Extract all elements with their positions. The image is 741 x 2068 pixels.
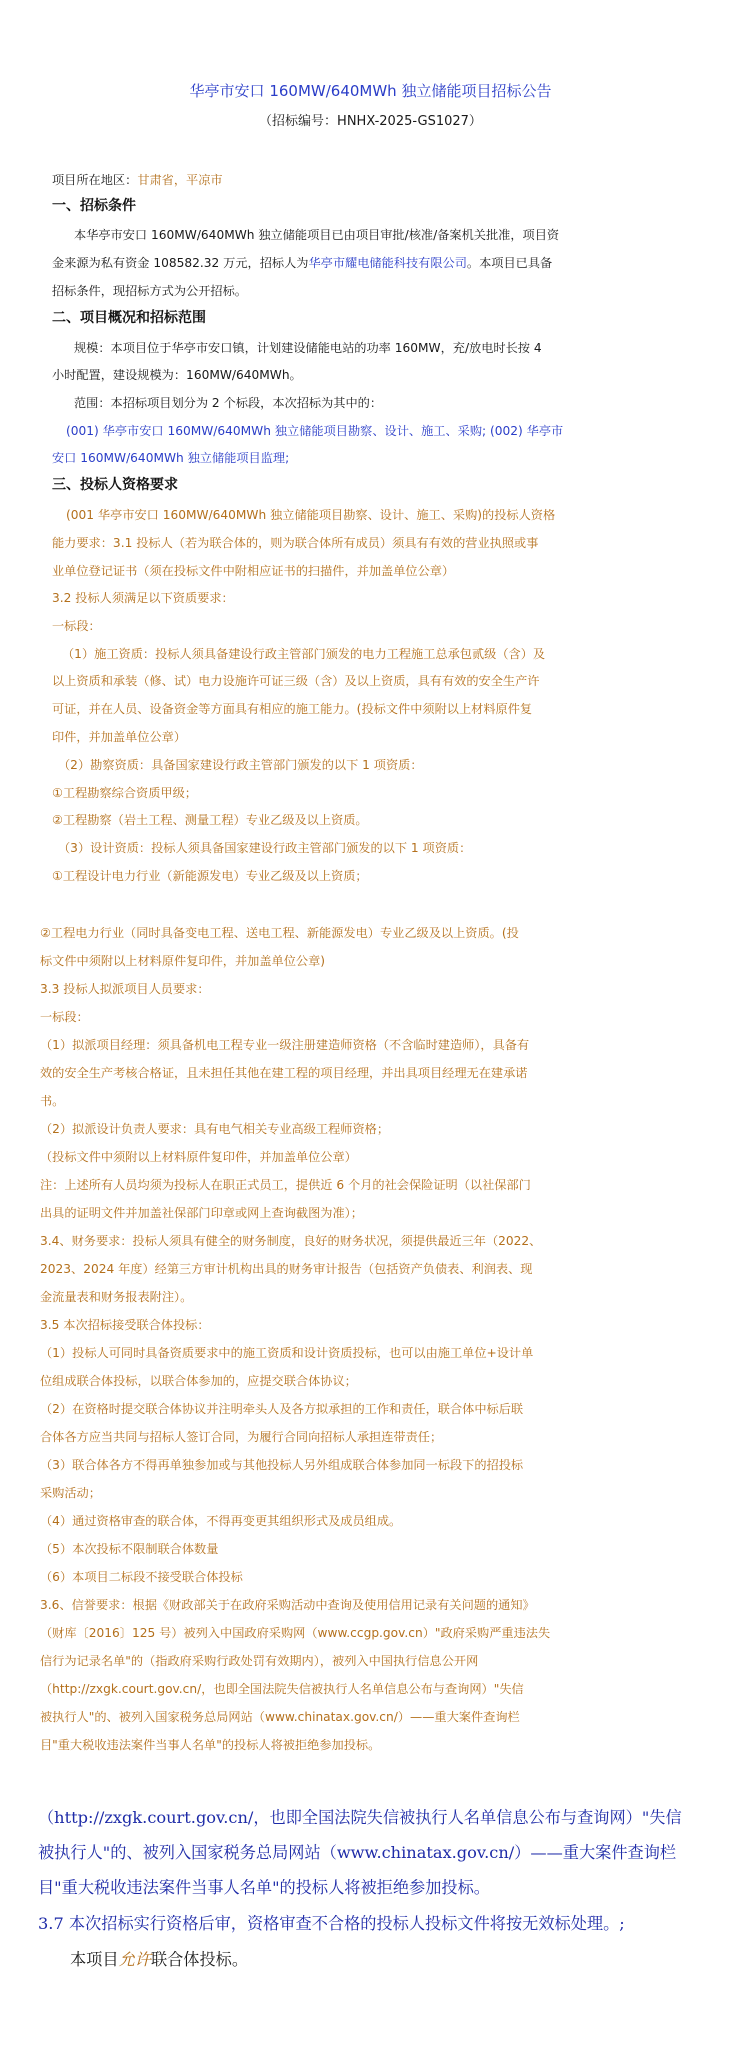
part2-line: 目"重大税收违法案件当事人名单"的投标人将被拒绝参加投标。 <box>40 1738 381 1752</box>
section-3-heading: 三、投标人资格要求 <box>52 477 178 493</box>
sec3-line: （3）设计资质：投标人须具备国家建设行政主管部门颁发的以下 1 项资质： <box>58 841 472 855</box>
section-1-heading: 一、招标条件 <box>52 198 136 214</box>
joint-bid-text: 本项目 <box>70 1950 119 1969</box>
large-line: 目"重大税收违法案件当事人名单"的投标人将被拒绝参加投标。 <box>38 1878 490 1897</box>
joint-bid-allowed: 允许 <box>118 1950 151 1969</box>
sec3-line: 印件，并加盖单位公章） <box>52 730 187 744</box>
part2-line: 书。 <box>40 1094 65 1108</box>
part2-line: （http://zxgk.court.gov.cn/，也即全国法院失信被执行人名单信息公布与查询网）"失信 <box>40 1682 524 1696</box>
tender-code: （招标编号：HNHX-2025-GS1027） <box>259 114 482 129</box>
sec2-line: (001) 华亭市安口 160MW/640MWh 独立储能项目勘察、设计、施工、采购; (002) 华亭市 <box>66 424 564 438</box>
sec3-line: （2）勘察资质：具备国家建设行政主管部门颁发的以下 1 项资质： <box>58 758 423 772</box>
sec3-line: 3.2 投标人须满足以下资质要求： <box>52 591 234 605</box>
sec1-line <box>52 255 682 272</box>
part2-line: （1）投标人可同时具备资质要求中的施工资质和设计资质投标，也可以由施工单位+设计单 <box>40 1346 534 1360</box>
region-label: 项目所在地区： <box>52 173 138 187</box>
large-line: 3.7 本次招标实行资格后审，资格审查不合格的投标人投标文件将按无效标处理。; <box>38 1914 625 1933</box>
part2-line: （2）在资格时提交联合体协议并注明牵头人及各方拟承担的工作和责任，联合体中标后联 <box>40 1402 524 1416</box>
part2-line: 被执行人"的、被列入国家税务总局网站（www.chinatax.gov.cn/）——重大案件查询栏 <box>40 1710 520 1724</box>
sec2-line: 小时配置，建设规模为：160MW/640MWh。 <box>52 368 302 382</box>
large-line: 被执行人"的、被列入国家税务总局网站（www.chinatax.gov.cn/）——重大案件查询栏 <box>38 1843 677 1862</box>
sec3-line: (001 华亭市安口 160MW/640MWh 独立储能项目勘察、设计、施工、采购)的投标人资格 <box>66 508 556 522</box>
sec2-line: 范围：本招标项目划分为 2 个标段，本次招标为其中的： <box>74 396 383 410</box>
part2-line: 位组成联合体投标，以联合体参加的，应提交联合体协议； <box>40 1374 357 1388</box>
sec1-text: 。本项目已具备 <box>466 256 553 270</box>
part2-line: （1）拟派项目经理：须具备机电工程专业一级注册建造师资格（不含临时建造师），具备有 <box>40 1038 530 1052</box>
part2-line: （5）本次投标不限制联合体数量 <box>40 1542 219 1556</box>
joint-bid-text: 联合体投标。 <box>150 1950 249 1969</box>
part2-line: （2）拟派设计负责人要求：具有电气相关专业高级工程师资格； <box>40 1122 390 1136</box>
tenderer-name: 华亭市耀电储能科技有限公司 <box>308 256 467 270</box>
sec3-line: 以上资质和承装（修、试）电力设施许可证三级（含）及以上资质，具有有效的安全生产许 <box>52 674 540 688</box>
sec3-line: 能力要求：3.1 投标人（若为联合体的，则为联合体所有成员）须具有有效的营业执照或事 <box>52 536 539 550</box>
page-title: 华亭市安口 160MW/640MWh 独立储能项目招标公告 <box>189 82 552 100</box>
part2-line: （4）通过资格审查的联合体，不得再变更其组织形式及成员组成。 <box>40 1514 402 1528</box>
part2-line: 一标段： <box>40 1010 89 1024</box>
sec3-line: 一标段： <box>52 619 101 633</box>
part2-line: （3）联合体各方不得再单独参加或与其他投标人另外组成联合体参加同一标段下的招投标 <box>40 1458 524 1472</box>
part2-line: 出具的证明文件并加盖社保部门印章或网上查询截图为准）； <box>40 1206 363 1220</box>
part2-line: ②工程电力行业（同时具备变电工程、送电工程、新能源发电）专业乙级及以上资质。(投 <box>40 926 519 940</box>
part2-line: 3.3 投标人拟派项目人员要求： <box>40 982 210 996</box>
part2-line: 信行为记录名单"的（指政府采购行政处罚有效期内），被列入中国执行信息公开网 <box>40 1654 479 1668</box>
region-line <box>52 172 682 189</box>
part2-line: （财库〔2016〕125 号）被列入中国政府采购网（www.ccgp.gov.cn）"政府采购严重违法失 <box>40 1626 551 1640</box>
sec3-line: ①工程勘察综合资质甲级； <box>52 786 197 800</box>
part2-line: 采购活动； <box>40 1486 101 1500</box>
sec2-line: 安口 160MW/640MWh 独立储能项目监理; <box>52 451 290 465</box>
part2-line: 注：上述所有人员均须为投标人在职正式员工，提供近 6 个月的社会保险证明（以社保部门 <box>40 1178 531 1192</box>
part2-line: 标文件中须附以上材料原件复印件，并加盖单位公章) <box>40 954 326 968</box>
sec3-line: ②工程勘察（岩土工程、测量工程）专业乙级及以上资质。 <box>52 813 368 827</box>
sec2-line: 规模：本项目位于华亭市安口镇，计划建设储能电站的功率 160MW，充/放电时长按 4 <box>74 341 542 355</box>
region-value: 甘肃省，平凉市 <box>137 173 223 187</box>
part2-line: 3.4、财务要求：投标人须具有健全的财务制度，良好的财务状况，须提供最近三年（2022、 <box>40 1234 542 1248</box>
sec3-line: 业单位登记证书（须在投标文件中附相应证书的扫描件，并加盖单位公章） <box>52 564 455 578</box>
section-2-heading: 二、项目概况和招标范围 <box>52 310 206 326</box>
sec1-text: 金来源为私有资金 108582.32 万元，招标人为 <box>52 256 309 270</box>
part2-line: 2023、2024 年度）经第三方审计机构出具的财务审计报告（包括资产负债表、利润表、现 <box>40 1262 533 1276</box>
joint-bid-line <box>70 1948 741 1972</box>
part2-line: （投标文件中须附以上材料原件复印件，并加盖单位公章） <box>40 1150 357 1164</box>
part2-line: 3.5 本次招标接受联合体投标： <box>40 1318 210 1332</box>
sec1-line: 招标条件，现招标方式为公开招标。 <box>52 284 247 298</box>
part2-line: （6）本项目二标段不接受联合体投标 <box>40 1570 243 1584</box>
part2-line: 3.6、信誉要求：根据《财政部关于在政府采购活动中查询及使用信用记录有关问题的通知》 <box>40 1598 535 1612</box>
part2-line: 合体各方应当共同与招标人签订合同，为履行合同向招标人承担连带责任； <box>40 1430 443 1444</box>
sec3-line: （1）施工资质：投标人须具备建设行政主管部门颁发的电力工程施工总承包贰级（含）及 <box>62 647 546 661</box>
large-line: （http://zxgk.court.gov.cn/，也即全国法院失信被执行人名单信息公布与查询网）"失信 <box>38 1808 682 1827</box>
sec1-line: 本华亭市安口 160MW/640MWh 独立储能项目已由项目审批/核准/备案机关批准，项目资 <box>74 228 560 242</box>
sec3-line: 可证，并在人员、设备资金等方面具有相应的施工能力。(投标文件中须附以上材料原件复 <box>52 702 533 716</box>
part2-line: 效的安全生产考核合格证，且未担任其他在建工程的项目经理，并出具项目经理无在建承诺 <box>40 1066 528 1080</box>
part2-line: 金流量表和财务报表附注）。 <box>40 1290 193 1304</box>
sec3-line: ①工程设计电力行业（新能源发电）专业乙级及以上资质； <box>52 869 368 883</box>
